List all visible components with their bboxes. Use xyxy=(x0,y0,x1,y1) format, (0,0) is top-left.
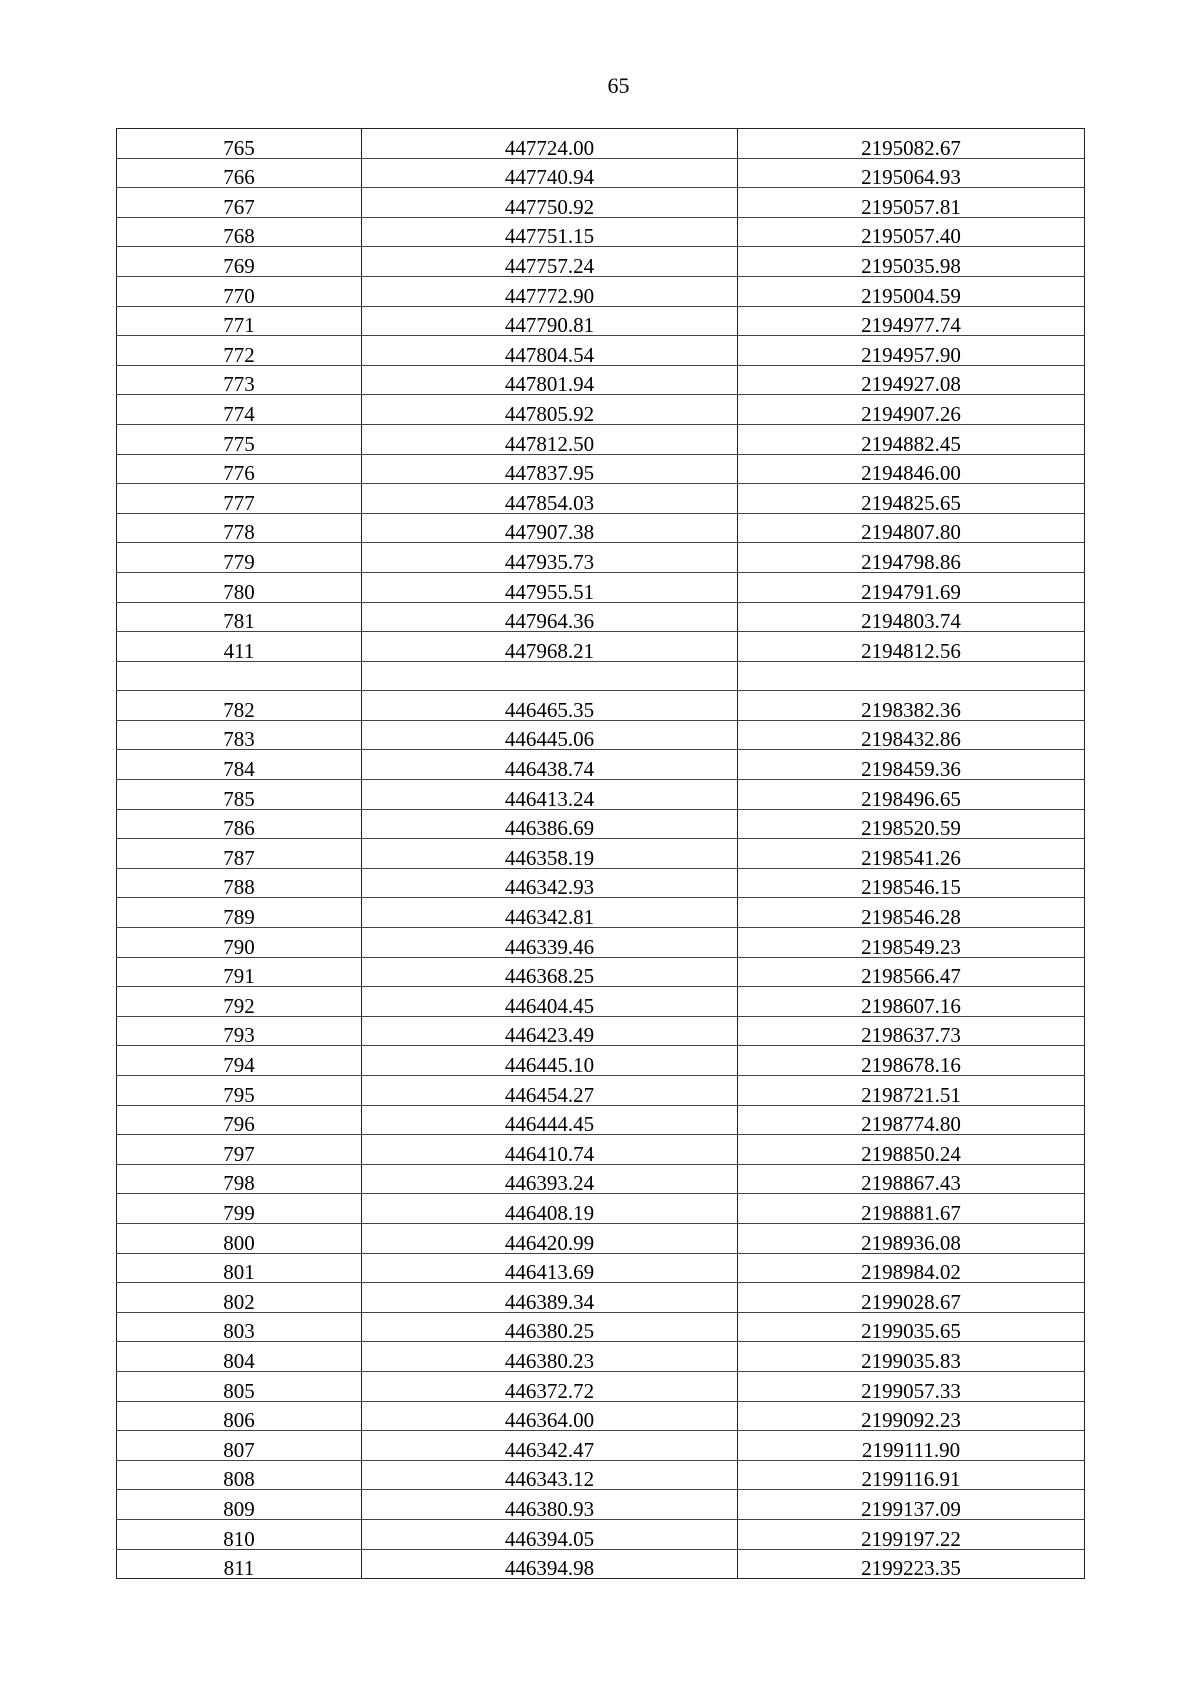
coordinate-table xyxy=(116,128,1085,1579)
point-number-cell: 806 xyxy=(117,1401,362,1431)
table-row xyxy=(117,957,1085,987)
y-coordinate-cell: 2199035.65 xyxy=(738,1312,1085,1342)
y-coordinate-cell: 2198850.24 xyxy=(738,1135,1085,1165)
y-coordinate-cell: 2194957.90 xyxy=(738,336,1085,366)
x-coordinate-cell: 446380.25 xyxy=(362,1312,738,1342)
point-number-cell: 791 xyxy=(117,957,362,987)
table-row xyxy=(117,1342,1085,1372)
point-number-cell: 799 xyxy=(117,1194,362,1224)
page-number: 65 xyxy=(607,73,630,98)
point-number-cell: 786 xyxy=(117,809,362,839)
y-coordinate-cell: 2198546.15 xyxy=(738,868,1085,898)
x-coordinate-cell: 446423.49 xyxy=(362,1016,738,1046)
y-coordinate-cell: 2198678.16 xyxy=(738,1046,1085,1076)
table-row xyxy=(117,188,1085,218)
y-coordinate-cell: 2198637.73 xyxy=(738,1016,1085,1046)
point-number-cell: 793 xyxy=(117,1016,362,1046)
x-coordinate-cell: 446372.72 xyxy=(362,1371,738,1401)
table-row xyxy=(117,987,1085,1017)
y-coordinate-cell: 2198549.23 xyxy=(738,928,1085,958)
point-number-cell: 785 xyxy=(117,780,362,810)
y-coordinate-cell xyxy=(738,661,1085,691)
x-coordinate-cell xyxy=(362,661,738,691)
point-number-cell: 788 xyxy=(117,868,362,898)
x-coordinate-cell: 446413.69 xyxy=(362,1253,738,1283)
x-coordinate-cell: 447801.94 xyxy=(362,365,738,395)
x-coordinate-cell: 446420.99 xyxy=(362,1223,738,1253)
point-number-cell: 765 xyxy=(117,129,362,159)
table-row xyxy=(117,1283,1085,1313)
table-row xyxy=(117,129,1085,159)
x-coordinate-cell: 447772.90 xyxy=(362,276,738,306)
point-number-cell: 797 xyxy=(117,1135,362,1165)
x-coordinate-cell: 446389.34 xyxy=(362,1283,738,1313)
x-coordinate-cell: 447790.81 xyxy=(362,306,738,336)
table-row xyxy=(117,1490,1085,1520)
point-number-cell: 801 xyxy=(117,1253,362,1283)
y-coordinate-cell: 2199137.09 xyxy=(738,1490,1085,1520)
x-coordinate-cell: 446454.27 xyxy=(362,1076,738,1106)
table-row xyxy=(117,1105,1085,1135)
point-number-cell xyxy=(117,661,362,691)
point-number-cell: 778 xyxy=(117,513,362,543)
point-number-cell: 800 xyxy=(117,1223,362,1253)
x-coordinate-cell: 446465.35 xyxy=(362,691,738,721)
y-coordinate-cell: 2199197.22 xyxy=(738,1519,1085,1549)
x-coordinate-cell: 446393.24 xyxy=(362,1164,738,1194)
table-row xyxy=(117,513,1085,543)
x-coordinate-cell: 446386.69 xyxy=(362,809,738,839)
y-coordinate-cell: 2194791.69 xyxy=(738,572,1085,602)
point-number-cell: 790 xyxy=(117,928,362,958)
y-coordinate-cell: 2198881.67 xyxy=(738,1194,1085,1224)
table-row xyxy=(117,750,1085,780)
point-number-cell: 798 xyxy=(117,1164,362,1194)
x-coordinate-cell: 447837.95 xyxy=(362,454,738,484)
x-coordinate-cell: 447804.54 xyxy=(362,336,738,366)
point-number-cell: 805 xyxy=(117,1371,362,1401)
table-row xyxy=(117,1401,1085,1431)
table-row xyxy=(117,720,1085,750)
point-number-cell: 802 xyxy=(117,1283,362,1313)
table-row xyxy=(117,247,1085,277)
table-row xyxy=(117,484,1085,514)
point-number-cell: 810 xyxy=(117,1519,362,1549)
point-number-cell: 807 xyxy=(117,1431,362,1461)
y-coordinate-cell: 2199116.91 xyxy=(738,1460,1085,1490)
y-coordinate-cell: 2198382.36 xyxy=(738,691,1085,721)
x-coordinate-cell: 447740.94 xyxy=(362,158,738,188)
y-coordinate-cell: 2198520.59 xyxy=(738,809,1085,839)
point-number-cell: 808 xyxy=(117,1460,362,1490)
table-row xyxy=(117,1076,1085,1106)
y-coordinate-cell: 2199223.35 xyxy=(738,1549,1085,1579)
x-coordinate-cell: 446364.00 xyxy=(362,1401,738,1431)
x-coordinate-cell: 446445.10 xyxy=(362,1046,738,1076)
y-coordinate-cell: 2194798.86 xyxy=(738,543,1085,573)
table-row xyxy=(117,336,1085,366)
table-row xyxy=(117,306,1085,336)
x-coordinate-cell: 446394.05 xyxy=(362,1519,738,1549)
table-row xyxy=(117,1164,1085,1194)
y-coordinate-cell: 2194907.26 xyxy=(738,395,1085,425)
x-coordinate-cell: 447968.21 xyxy=(362,632,738,662)
x-coordinate-cell: 446380.23 xyxy=(362,1342,738,1372)
table-row xyxy=(117,928,1085,958)
y-coordinate-cell: 2198541.26 xyxy=(738,839,1085,869)
table-row xyxy=(117,602,1085,632)
table-row xyxy=(117,1194,1085,1224)
point-number-cell: 784 xyxy=(117,750,362,780)
y-coordinate-cell: 2198546.28 xyxy=(738,898,1085,928)
point-number-cell: 411 xyxy=(117,632,362,662)
table-row xyxy=(117,1253,1085,1283)
point-number-cell: 783 xyxy=(117,720,362,750)
x-coordinate-cell: 446404.45 xyxy=(362,987,738,1017)
point-number-cell: 776 xyxy=(117,454,362,484)
y-coordinate-cell: 2194812.56 xyxy=(738,632,1085,662)
x-coordinate-cell: 446358.19 xyxy=(362,839,738,869)
y-coordinate-cell: 2195035.98 xyxy=(738,247,1085,277)
point-number-cell: 768 xyxy=(117,217,362,247)
table-row xyxy=(117,395,1085,425)
point-number-cell: 792 xyxy=(117,987,362,1017)
y-coordinate-cell: 2198774.80 xyxy=(738,1105,1085,1135)
x-coordinate-cell: 446342.47 xyxy=(362,1431,738,1461)
point-number-cell: 795 xyxy=(117,1076,362,1106)
table-row xyxy=(117,1223,1085,1253)
y-coordinate-cell: 2198496.65 xyxy=(738,780,1085,810)
y-coordinate-cell: 2194927.08 xyxy=(738,365,1085,395)
y-coordinate-cell: 2194882.45 xyxy=(738,424,1085,454)
y-coordinate-cell: 2194825.65 xyxy=(738,484,1085,514)
table-row xyxy=(117,898,1085,928)
point-number-cell: 794 xyxy=(117,1046,362,1076)
point-number-cell: 787 xyxy=(117,839,362,869)
x-coordinate-cell: 446408.19 xyxy=(362,1194,738,1224)
x-coordinate-cell: 446342.93 xyxy=(362,868,738,898)
x-coordinate-cell: 447750.92 xyxy=(362,188,738,218)
y-coordinate-cell: 2198867.43 xyxy=(738,1164,1085,1194)
x-coordinate-cell: 447907.38 xyxy=(362,513,738,543)
table-row xyxy=(117,868,1085,898)
point-number-cell: 769 xyxy=(117,247,362,277)
x-coordinate-cell: 446380.93 xyxy=(362,1490,738,1520)
y-coordinate-cell: 2198566.47 xyxy=(738,957,1085,987)
point-number-cell: 774 xyxy=(117,395,362,425)
y-coordinate-cell: 2198432.86 xyxy=(738,720,1085,750)
x-coordinate-cell: 447964.36 xyxy=(362,602,738,632)
point-number-cell: 771 xyxy=(117,306,362,336)
y-coordinate-cell: 2198721.51 xyxy=(738,1076,1085,1106)
point-number-cell: 809 xyxy=(117,1490,362,1520)
point-number-cell: 766 xyxy=(117,158,362,188)
x-coordinate-cell: 446444.45 xyxy=(362,1105,738,1135)
y-coordinate-cell: 2199028.67 xyxy=(738,1283,1085,1313)
y-coordinate-cell: 2199092.23 xyxy=(738,1401,1085,1431)
point-number-cell: 789 xyxy=(117,898,362,928)
table-row xyxy=(117,661,1085,691)
table-row xyxy=(117,543,1085,573)
table-row xyxy=(117,1549,1085,1579)
y-coordinate-cell: 2199035.83 xyxy=(738,1342,1085,1372)
y-coordinate-cell: 2198984.02 xyxy=(738,1253,1085,1283)
point-number-cell: 770 xyxy=(117,276,362,306)
y-coordinate-cell: 2195057.40 xyxy=(738,217,1085,247)
table-row xyxy=(117,1519,1085,1549)
x-coordinate-cell: 446368.25 xyxy=(362,957,738,987)
x-coordinate-cell: 446413.24 xyxy=(362,780,738,810)
x-coordinate-cell: 446343.12 xyxy=(362,1460,738,1490)
coordinate-table-body xyxy=(117,129,1085,1579)
x-coordinate-cell: 446445.06 xyxy=(362,720,738,750)
table-row xyxy=(117,1135,1085,1165)
table-row xyxy=(117,276,1085,306)
x-coordinate-cell: 447724.00 xyxy=(362,129,738,159)
y-coordinate-cell: 2194977.74 xyxy=(738,306,1085,336)
point-number-cell: 803 xyxy=(117,1312,362,1342)
table-row xyxy=(117,572,1085,602)
table-row xyxy=(117,158,1085,188)
x-coordinate-cell: 446394.98 xyxy=(362,1549,738,1579)
y-coordinate-cell: 2198936.08 xyxy=(738,1223,1085,1253)
y-coordinate-cell: 2198459.36 xyxy=(738,750,1085,780)
x-coordinate-cell: 446438.74 xyxy=(362,750,738,780)
table-row xyxy=(117,839,1085,869)
point-number-cell: 779 xyxy=(117,543,362,573)
y-coordinate-cell: 2199111.90 xyxy=(738,1431,1085,1461)
x-coordinate-cell: 446342.81 xyxy=(362,898,738,928)
x-coordinate-cell: 447805.92 xyxy=(362,395,738,425)
y-coordinate-cell: 2195004.59 xyxy=(738,276,1085,306)
table-row xyxy=(117,1046,1085,1076)
point-number-cell: 804 xyxy=(117,1342,362,1372)
y-coordinate-cell: 2195082.67 xyxy=(738,129,1085,159)
x-coordinate-cell: 447812.50 xyxy=(362,424,738,454)
x-coordinate-cell: 447757.24 xyxy=(362,247,738,277)
y-coordinate-cell: 2194807.80 xyxy=(738,513,1085,543)
point-number-cell: 781 xyxy=(117,602,362,632)
point-number-cell: 767 xyxy=(117,188,362,218)
table-row xyxy=(117,691,1085,721)
x-coordinate-cell: 447751.15 xyxy=(362,217,738,247)
y-coordinate-cell: 2194846.00 xyxy=(738,454,1085,484)
x-coordinate-cell: 447854.03 xyxy=(362,484,738,514)
table-row xyxy=(117,1371,1085,1401)
y-coordinate-cell: 2195057.81 xyxy=(738,188,1085,218)
x-coordinate-cell: 447955.51 xyxy=(362,572,738,602)
table-row xyxy=(117,365,1085,395)
x-coordinate-cell: 447935.73 xyxy=(362,543,738,573)
point-number-cell: 772 xyxy=(117,336,362,366)
point-number-cell: 777 xyxy=(117,484,362,514)
table-row xyxy=(117,632,1085,662)
y-coordinate-cell: 2194803.74 xyxy=(738,602,1085,632)
point-number-cell: 775 xyxy=(117,424,362,454)
table-row xyxy=(117,780,1085,810)
point-number-cell: 780 xyxy=(117,572,362,602)
table-row xyxy=(117,1460,1085,1490)
table-row xyxy=(117,454,1085,484)
table-row xyxy=(117,809,1085,839)
x-coordinate-cell: 446410.74 xyxy=(362,1135,738,1165)
table-row xyxy=(117,1431,1085,1461)
y-coordinate-cell: 2198607.16 xyxy=(738,987,1085,1017)
table-row xyxy=(117,1016,1085,1046)
point-number-cell: 811 xyxy=(117,1549,362,1579)
point-number-cell: 796 xyxy=(117,1105,362,1135)
table-row xyxy=(117,1312,1085,1342)
y-coordinate-cell: 2199057.33 xyxy=(738,1371,1085,1401)
table-row xyxy=(117,217,1085,247)
x-coordinate-cell: 446339.46 xyxy=(362,928,738,958)
point-number-cell: 773 xyxy=(117,365,362,395)
point-number-cell: 782 xyxy=(117,691,362,721)
table-row xyxy=(117,424,1085,454)
y-coordinate-cell: 2195064.93 xyxy=(738,158,1085,188)
